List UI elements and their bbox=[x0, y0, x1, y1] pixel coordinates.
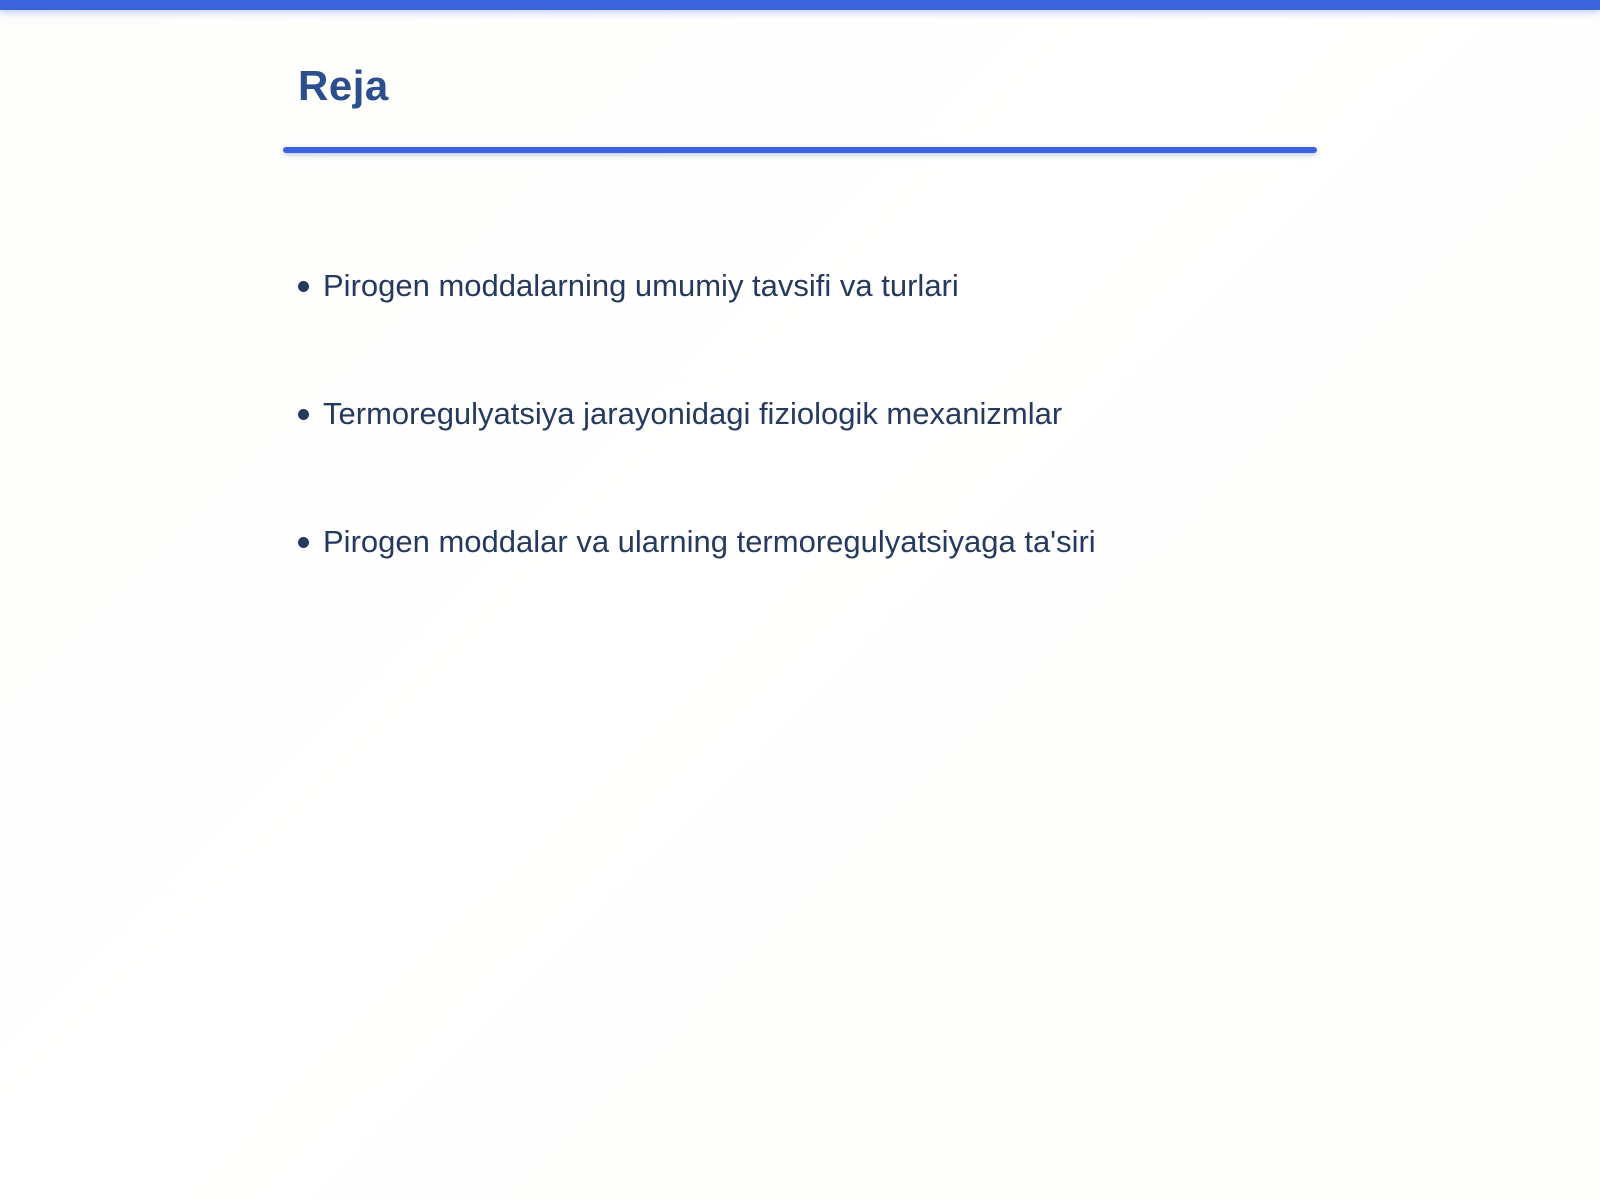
bullet-text: Pirogen moddalar va ularning termoregulyatsiyaga ta'siri bbox=[323, 524, 1096, 559]
bullet-icon bbox=[298, 409, 309, 420]
bullet-text: Pirogen moddalarning umumiy tavsifi va turlari bbox=[323, 268, 959, 303]
slide-title: Reja bbox=[298, 62, 389, 109]
bullet-icon bbox=[298, 537, 309, 548]
bullet-icon bbox=[298, 281, 309, 292]
bullet-list bbox=[298, 260, 1096, 644]
list-item bbox=[298, 516, 1096, 568]
bullet-text: Termoregulyatsiya jarayonidagi fiziologik mexanizmlar bbox=[323, 396, 1063, 431]
title-underline bbox=[283, 147, 1317, 153]
list-item bbox=[298, 260, 1096, 312]
top-accent-bar bbox=[0, 0, 1600, 10]
list-item bbox=[298, 388, 1096, 440]
